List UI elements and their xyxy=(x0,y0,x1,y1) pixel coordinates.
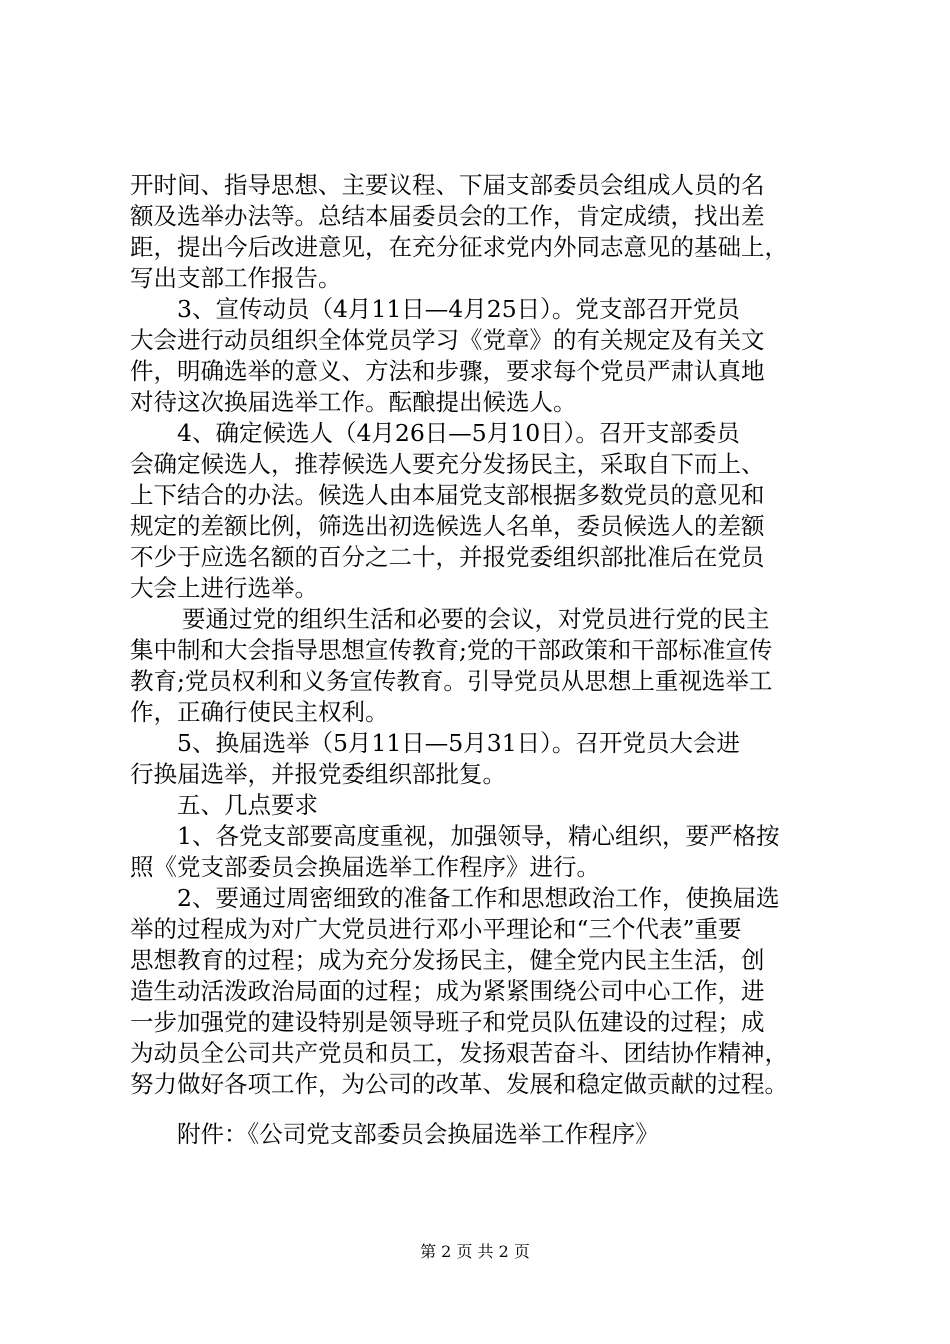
text-line: 件，明确选举的意义、方法和步骤，要求每个党员严肃认真地 xyxy=(130,357,765,385)
text-line: 照《党支部委员会换届选举工作程序》进行。 xyxy=(130,853,600,881)
text-line: 要通过党的组织生活和必要的会议，对党员进行党的民主 xyxy=(182,605,770,633)
section-heading: 五、几点要求 xyxy=(177,791,318,819)
page-footer: 第 2 页 共 2 页 xyxy=(420,1242,530,1261)
text-line: 思想教育的过程；成为充分发扬民主，健全党内民主生活，创 xyxy=(130,946,765,974)
text-line: 造生动活泼政治局面的过程；成为紧紧围绕公司中心工作，进 xyxy=(130,977,765,1005)
text-line: 作，正确行使民主权利。 xyxy=(130,698,389,726)
text-line: 1、各党支部要高度重视，加强领导，精心组织，要严格按 xyxy=(177,822,780,850)
text-line: 大会上进行选举。 xyxy=(130,574,318,602)
text-line: 对待这次换届选举工作。酝酿提出候选人。 xyxy=(130,388,577,416)
text-line: 一步加强党的建设特别是领导班子和党员队伍建设的过程；成 xyxy=(130,1008,765,1036)
text-line: 会确定候选人，推荐候选人要充分发扬民主，采取自下而上、 xyxy=(130,450,765,478)
text-line: 教育;党员权利和义务宣传教育。引导党员从思想上重视选举工 xyxy=(130,667,773,695)
attachment-note: 附件：《公司党支部委员会换届选举工作程序》 xyxy=(177,1120,659,1148)
text-line: 努力做好各项工作，为公司的改革、发展和稳定做贡献的过程。 xyxy=(130,1070,788,1098)
text-line: 距，提出今后改进意见，在充分征求党内外同志意见的基础上， xyxy=(130,233,788,261)
text-line: 不少于应选名额的百分之二十，并报党委组织部批准后在党员 xyxy=(130,543,765,571)
text-line: 集中制和大会指导思想宣传教育;党的干部政策和干部标准宣传 xyxy=(130,636,773,664)
text-line: 3、宣传动员（4月11日—4月25日）。党支部召开党员 xyxy=(177,295,740,323)
text-line: 额及选举办法等。总结本届委员会的工作，肯定成绩，找出差 xyxy=(130,202,765,230)
text-line: 写出支部工作报告。 xyxy=(130,264,342,292)
text-line: 大会进行动员组织全体党员学习《党章》的有关规定及有关文 xyxy=(130,326,765,354)
text-line: 开时间、指导思想、主要议程、下届支部委员会组成人员的名 xyxy=(130,171,765,199)
text-line: 4、确定候选人（4月26日—5月10日）。召开支部委员 xyxy=(177,419,740,447)
text-line: 5、换届选举（5月11日—5月31日）。召开党员大会进 xyxy=(177,729,740,757)
text-line: 上下结合的办法。候选人由本届党支部根据多数党员的意见和 xyxy=(130,481,765,509)
text-line: 规定的差额比例，筛选出初选候选人名单，委员候选人的差额 xyxy=(130,512,765,540)
text-line: 为动员全公司共产党员和员工，发扬艰苦奋斗、团结协作精神， xyxy=(130,1039,788,1067)
document-body xyxy=(130,170,830,1100)
text-line: 举的过程成为对广大党员进行邓小平理论和“三个代表”重要 xyxy=(130,915,742,943)
text-line: 2、要通过周密细致的准备工作和思想政治工作，使换届选 xyxy=(177,884,780,912)
text-line: 行换届选举，并报党委组织部批复。 xyxy=(130,760,506,788)
